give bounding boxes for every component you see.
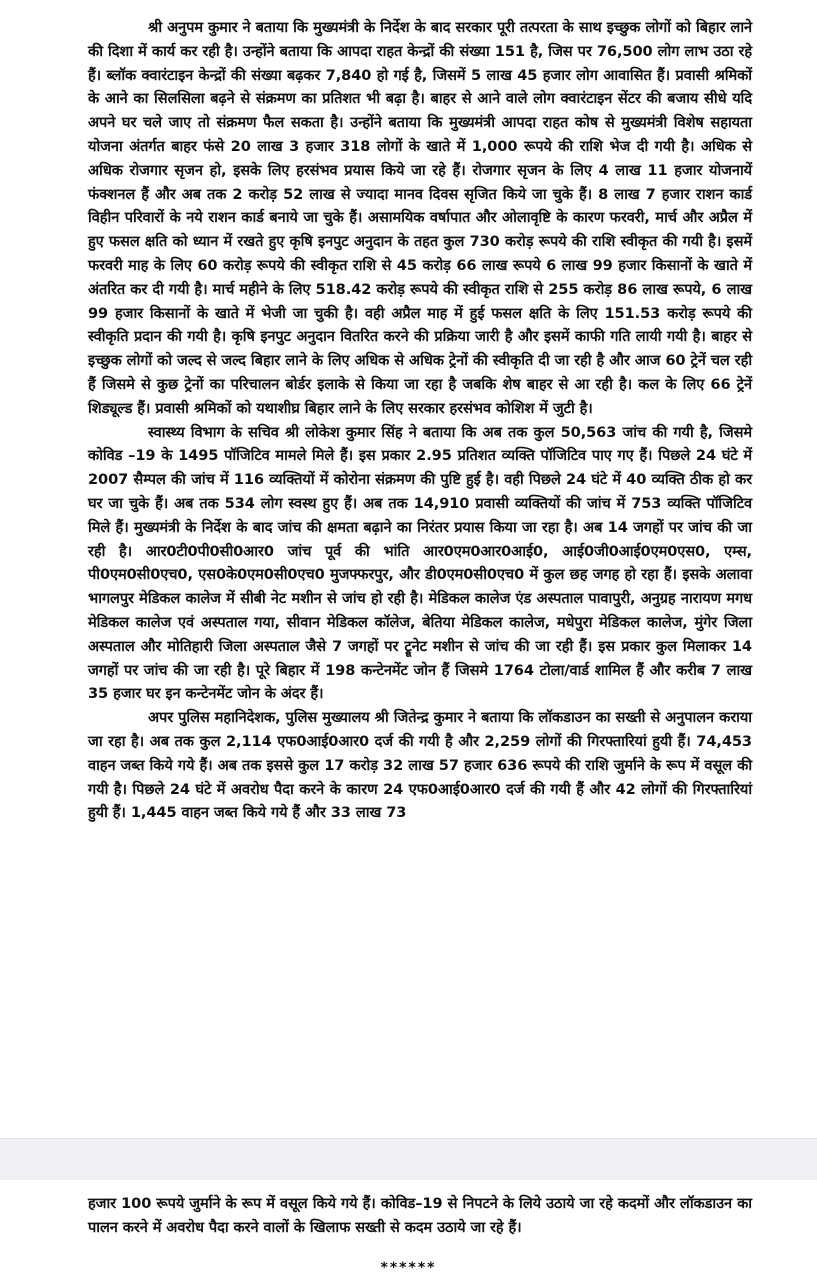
document-body-continued <box>88 1192 752 1240</box>
paragraph-police-update: अपर पुलिस महानिदेशक, पुलिस मुख्यालय श्री जितेन्द्र कुमार ने बताया कि लॉकडाउन का सख्ती से अनुपालन कराया जा रहा है। अब तक कुल 2,114 एफ0आई0आर0 दर्ज की गयी है और 2,259 लोगों की गिरफ्तारियां हुयी हैं। 74,453 वाहन जब्त किये गये हैं। अब तक इससे कुल 17 करोड़ 32 लाख 57 हजार 636 रूपये की राशि जुर्माने के रूप में वसूल की गयी है। पिछले 24 घंटे में अवरोध पैदा करने के कारण 24 एफ0आई0आर0 दर्ज की गयी हैं और 42 लोगों की गिरफ्तारियां हुयी हैं। 1,445 वाहन जब्त किये गये हैं और 33 लाख 73 <box>88 709 752 822</box>
paragraph-relief-update: श्री अनुपम कुमार ने बताया कि मुख्यमंत्री के निर्देश के बाद सरकार पूरी तत्परता के साथ इच्छुक लोगों को बिहार लाने की दिशा में कार्य कर रही है। उन्होंने बताया कि आपदा राहत केन्द्रों की संख्या 151 है, जिस पर 76,500 लोग लाभ उठा रहे हैं। ब्लॉक क्वारंटाइन केन्द्रों की संख्या बढ़कर 7,840 हो गई है, जिसमें 5 लाख 45 हजार लोग आवासित हैं। प्रवासी श्रमिकों के आने का सिलसिला बढ़ने से संक्रमण का प्रतिशत भी बढ़ा है। बाहर से आने वाले लोग क्वारंटाइन सेंटर की बजाय सीधे यदि अपने घर चले जाए तो संक्रमण फैल सकता है। उन्होंने बताया कि मुख्यमंत्री आपदा राहत कोष से मुख्यमंत्री विशेष सहायता योजना अंतर्गत बाहर फंसे 20 लाख 3 हजार 318 लोगों के खाते में 1,000 रूपये की राशि भेज दी गयी है। अधिक से अधिक रोजगार सृजन हो, इसके लिए हरसंभव प्रयास किये जा रहे हैं। रोजगार सृजन के लिए 4 लाख 11 हजार योजनायें फंक्शनल हैं और अब तक 2 करोड़ 52 लाख से ज्यादा मानव दिवस सृजित किये जा चुके हैं। 8 लाख 7 हजार राशन कार्ड विहीन परिवारों के नये राशन कार्ड बनाये जा चुके हैं। असामयिक वर्षापात और ओलावृष्टि के कारण फरवरी, मार्च और अप्रैल में हुए फसल क्षति को ध्यान में रखते हुए कृषि इनपुट अनुदान के तहत कुल 730 करोड़ रूपये की राशि स्वीकृत की गयी है। इसमें फरवरी माह के लिए 60 करोड़ रूपये की स्वीकृत राशि से 45 करोड़ 66 लाख रूपये 6 लाख 99 हजार किसानों के खाते में अंतरित कर दी गयी है। मार्च महीने के लिए 518.42 करोड़ रूपये की स्वीकृत राशि से 255 करोड़ 86 लाख रूपये, 6 लाख 99 हजार किसानों के खाते में भेजी जा चुकी है। वही अप्रैल माह में हुई फसल क्षति के लिए 151.53 करोड़ रूपये की स्वीकृति प्रदान की गयी है। कृषि इनपुट अनुदान वितरित करने की प्रक्रिया जारी है और इसमें काफी गति लायी गयी है। बाहर से इच्छुक लोगों को जल्द से जल्द बिहार लाने के लिए अधिक से अधिक ट्रेनों की स्वीकृति दी जा रही है और आज 60 ट्रेनें चल रही हैं जिसमे से कुछ ट्रेनों का परिचालन बोर्डर इलाके से किया जा रहा है जबकि शेष बाहर से आ रही है। कल के लिए 66 ट्रेनें शिड्यूल्ड हैं। प्रवासी श्रमिकों को यथाशीघ्र बिहार लाने के लिए सरकार हरसंभव कोशिश में जुटी है। <box>88 19 753 417</box>
end-marker: ****** <box>380 1260 437 1276</box>
document-body <box>88 16 752 825</box>
document-page-2 <box>0 1180 817 1280</box>
paragraph-continuation: हजार 100 रूपये जुर्माने के रूप में वसूल किये गये हैं। कोविड–19 से निपटने के लिये उठाये जा रहे कदमों और लॉकडाउन का पालन करने में अवरोध पैदा करने वालों के खिलाफ सख्ती से कदम उठाये जा रहे हैं। <box>88 1195 752 1236</box>
paragraph-health-update: स्वास्थ्य विभाग के सचिव श्री लोकेश कुमार सिंह ने बताया कि अब तक कुल 50,563 जांच की गयी है, जिसमे कोविड –19 के 1495 पॉजिटिव मामले मिले हैं। इस प्रकार 2.95 प्रतिशत व्यक्ति पॉजिटिव पाए गए हैं। पिछले 24 घंटे में 2007 सैम्पल की जांच में 116 व्यक्तियों में कोरोना संक्रमण की पुष्टि हुई है। वही पिछले 24 घंटे में 40 व्यक्ति ठीक हो कर घर जा चुके हैं। अब तक 534 लोग स्वस्थ हुए हैं। अब तक 14,910 प्रवासी व्यक्तियों की जांच में 753 व्यक्ति पॉजिटिव मिले हैं। मुख्यमंत्री के निर्देश के बाद जांच की क्षमता बढ़ाने का निरंतर प्रयास किया जा रहा है। अब 14 जगहों पर जांच की जा रही है। आर0टी0पी0सी0आर0 जांच पूर्व की भांति आर0एम0आर0आई0, आई0जी0आई0एम0एस0, एम्स, पी0एम0सी0एच0, एस0के0एम0सी0एच0 मुजफ्फरपुर, और डी0एम0सी0एच0 में कुल छह जगह हो रहा हैं। इसके अलावा भागलपुर मेडिकल कालेज में सीबी नेट मशीन से जांच हो रही है। मेडिकल कालेज एंड अस्पताल पावापुरी, अनुग्रह नारायण मगध मेडिकल कालेज एवं अस्पताल गया, सीवान मेडिकल कॉलेज, बेतिया मेडिकल कालेज, मधेपुरा मेडिकल कालेज, मुंगेर जिला अस्पताल और मोतिहारी जिला अस्पताल जैसे 7 जगहों पर ट्रूनेट मशीन से जांच की जा रही हैं। इस प्रकार कुल मिलाकर 14 जगहों पर जांच की जा रही है। पूरे बिहार में 198 कन्टेनमेंट जोन हैं जिसमे 1764 टोला/वार्ड शामिल हैं और करीब 7 लाख 35 हजार घर इन कन्टेनमेंट जोन के अंदर हैं। <box>88 423 752 703</box>
page-separator <box>0 1138 817 1182</box>
